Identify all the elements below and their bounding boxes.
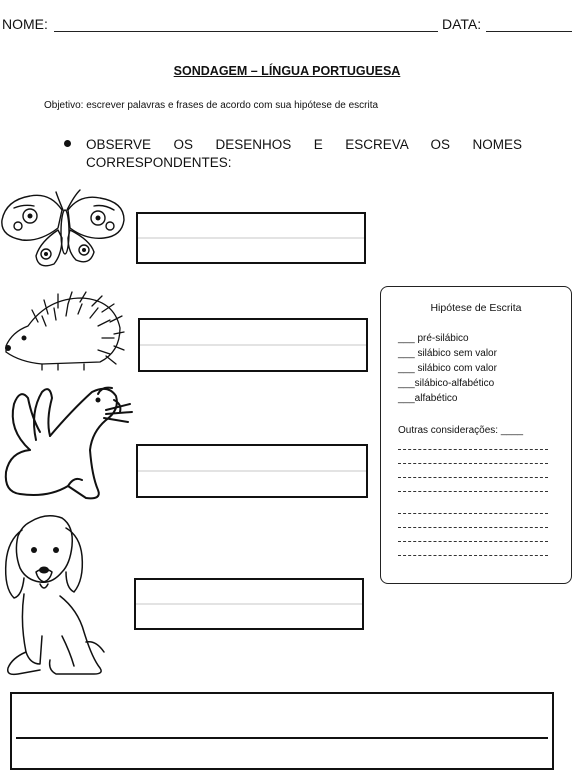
answer-box-hedgehog[interactable] bbox=[138, 318, 368, 372]
bullet-icon bbox=[64, 140, 71, 147]
page-title-text: SONDAGEM – LÍNGUA PORTUGUESA bbox=[173, 64, 401, 78]
answer-box-butterfly[interactable] bbox=[136, 212, 366, 264]
panel-title: Hipótese de Escrita bbox=[430, 302, 522, 314]
notes-line[interactable] bbox=[398, 449, 548, 450]
option-silabico-alfabetico[interactable]: ___silábico-alfabético bbox=[398, 378, 495, 389]
option-alfabetico[interactable]: ___alfabético bbox=[398, 393, 458, 404]
notes-line[interactable] bbox=[398, 555, 548, 556]
date-field[interactable] bbox=[486, 31, 572, 32]
sentence-line[interactable] bbox=[16, 737, 548, 739]
answer-box-dog[interactable] bbox=[134, 578, 364, 630]
hedgehog-icon bbox=[2, 292, 124, 372]
butterfly-icon bbox=[0, 188, 126, 274]
dog-icon bbox=[0, 512, 116, 678]
page-title bbox=[0, 64, 574, 78]
name-label: NOME: bbox=[2, 16, 48, 32]
name-field[interactable] bbox=[54, 31, 438, 32]
option-silabico-sem-valor[interactable]: ___ silábico sem valor bbox=[398, 348, 497, 359]
notes-label: Outras considerações: ____ bbox=[398, 425, 524, 436]
notes-line[interactable] bbox=[398, 491, 548, 492]
notes-line[interactable] bbox=[398, 463, 548, 464]
answer-box-seal[interactable] bbox=[136, 444, 368, 498]
notes-line[interactable] bbox=[398, 513, 548, 514]
hypothesis-panel bbox=[380, 286, 572, 584]
notes-line[interactable] bbox=[398, 527, 548, 528]
date-label: DATA: bbox=[442, 16, 482, 32]
notes-line[interactable] bbox=[398, 541, 548, 542]
option-pre-silabico[interactable]: ___ pré-silábico bbox=[398, 333, 469, 344]
instruction-text: OBSERVE OS DESENHOS E ESCREVA OS NOMES CORRESPONDENTES: bbox=[86, 137, 522, 170]
notes-line[interactable] bbox=[398, 477, 548, 478]
sentence-box[interactable] bbox=[10, 692, 554, 770]
objective-text: Objetivo: escrever palavras e frases de acordo com sua hipótese de escrita bbox=[44, 100, 379, 111]
option-silabico-com-valor[interactable]: ___ silábico com valor bbox=[398, 363, 497, 374]
seal-icon bbox=[2, 380, 136, 504]
